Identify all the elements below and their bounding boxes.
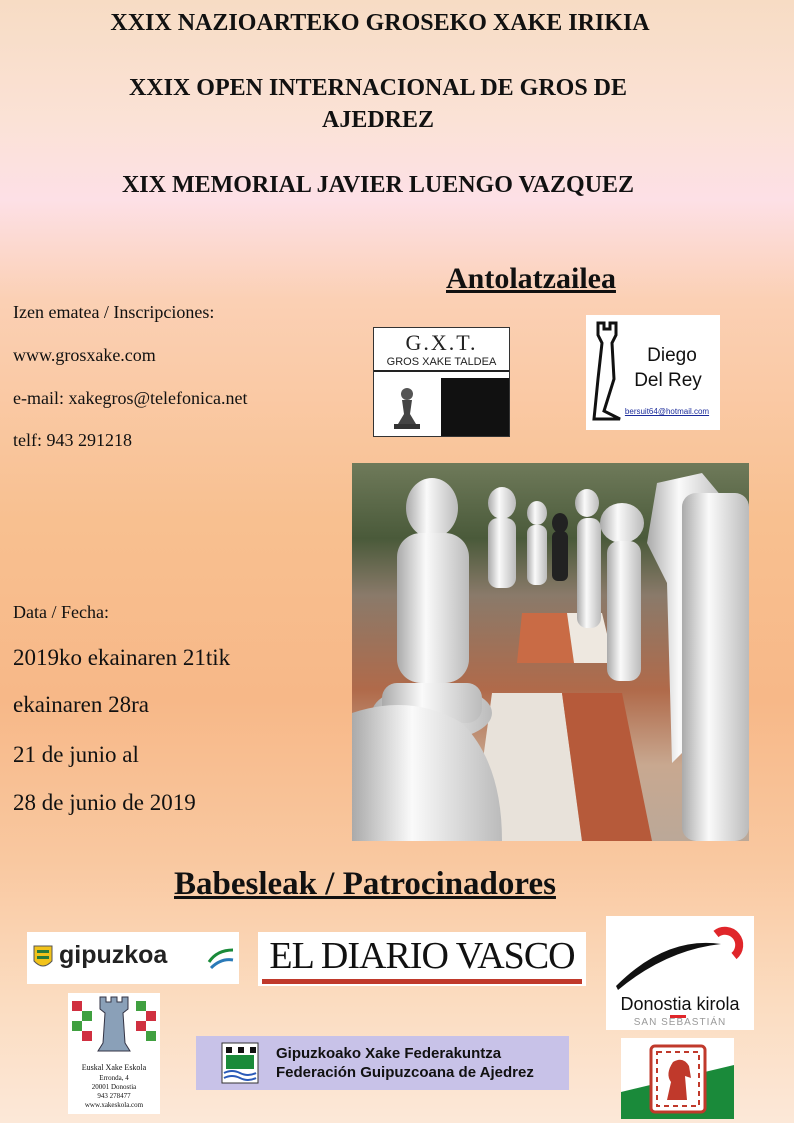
email-text[interactable]: e-mail: xakegros@telefonica.net	[13, 388, 248, 408]
xake-eskola-logo	[68, 993, 160, 1114]
pawn-icon	[374, 378, 441, 436]
diario-vasco-logo	[258, 932, 586, 986]
gipuzkoa-logo	[27, 932, 239, 984]
federation-line-2: Federación Guipuzcoana de Ajedrez	[276, 1064, 534, 1081]
gxt-logo-subtitle: GROS XAKE TALDEA	[374, 356, 509, 372]
diego-email[interactable]: bersuit64@hotmail.com	[624, 407, 710, 416]
donostia-swoosh-icon	[606, 916, 754, 996]
date-line-2: ekainaren 28ra	[13, 692, 150, 717]
federation-line-1: Gipuzkoako Xake Federakuntza	[276, 1045, 502, 1062]
federation-logo	[196, 1036, 569, 1090]
eskola-web[interactable]: www.xakeskola.com	[84, 1101, 144, 1109]
title-line-2a: XXIX OPEN INTERNACIONAL DE GROS DE	[128, 75, 628, 101]
diego-del-rey-logo	[586, 315, 720, 430]
donostia-city: SAN SEBASTIÁN	[633, 1017, 727, 1028]
diego-name-line1: Diego	[647, 345, 697, 366]
rook-checker-icon	[68, 993, 160, 1057]
gipuzkoa-shield-icon	[33, 945, 53, 971]
sponsors-heading: Babesleak / Patrocinadores	[174, 866, 556, 902]
date-line-4: 28 de junio de 2019	[13, 790, 196, 815]
eskola-name: Euskal Xake Eskola	[81, 1063, 147, 1072]
title-line-1: XXIX NAZIOARTEKO GROSEKO XAKE IRIKIA	[110, 10, 650, 36]
eskola-address-2: 20001 Donostia	[91, 1083, 137, 1091]
date-line-1: 2019ko ekainaren 21tik	[13, 645, 231, 670]
date-line-3: 21 de junio al	[13, 742, 139, 767]
knight-emblem-logo	[621, 1038, 734, 1119]
diario-vasco-text: EL DIARIO VASCO	[269, 935, 575, 977]
eskola-address-1: Erronda, 4	[99, 1074, 129, 1082]
diego-name-line2: Del Rey	[634, 370, 702, 391]
donostia-name: Donostia kirola	[620, 994, 740, 1014]
organizer-heading: Antolatzailea	[446, 262, 616, 295]
federation-emblem-icon	[220, 1041, 260, 1085]
website-text[interactable]: www.grosxake.com	[13, 345, 156, 365]
date-label: Data / Fecha:	[13, 602, 109, 622]
registration-label: Izen ematea / Inscripciones:	[13, 302, 215, 322]
knight-icon	[621, 1038, 734, 1119]
donostia-kirola-logo	[606, 916, 754, 1030]
chess-photo	[352, 463, 749, 841]
title-line-2b: AJEDREZ	[321, 107, 435, 133]
gxt-logo	[373, 327, 510, 437]
gipuzkoa-swoosh-icon	[207, 946, 235, 970]
eskola-phone: 943 278477	[97, 1092, 131, 1100]
title-line-3: XIX MEMORIAL JAVIER LUENGO VAZQUEZ	[121, 172, 635, 198]
phone-text: telf: 943 291218	[13, 430, 132, 450]
gxt-logo-title: G.X.T.	[405, 330, 478, 355]
gipuzkoa-text: gipuzkoa	[59, 941, 168, 969]
